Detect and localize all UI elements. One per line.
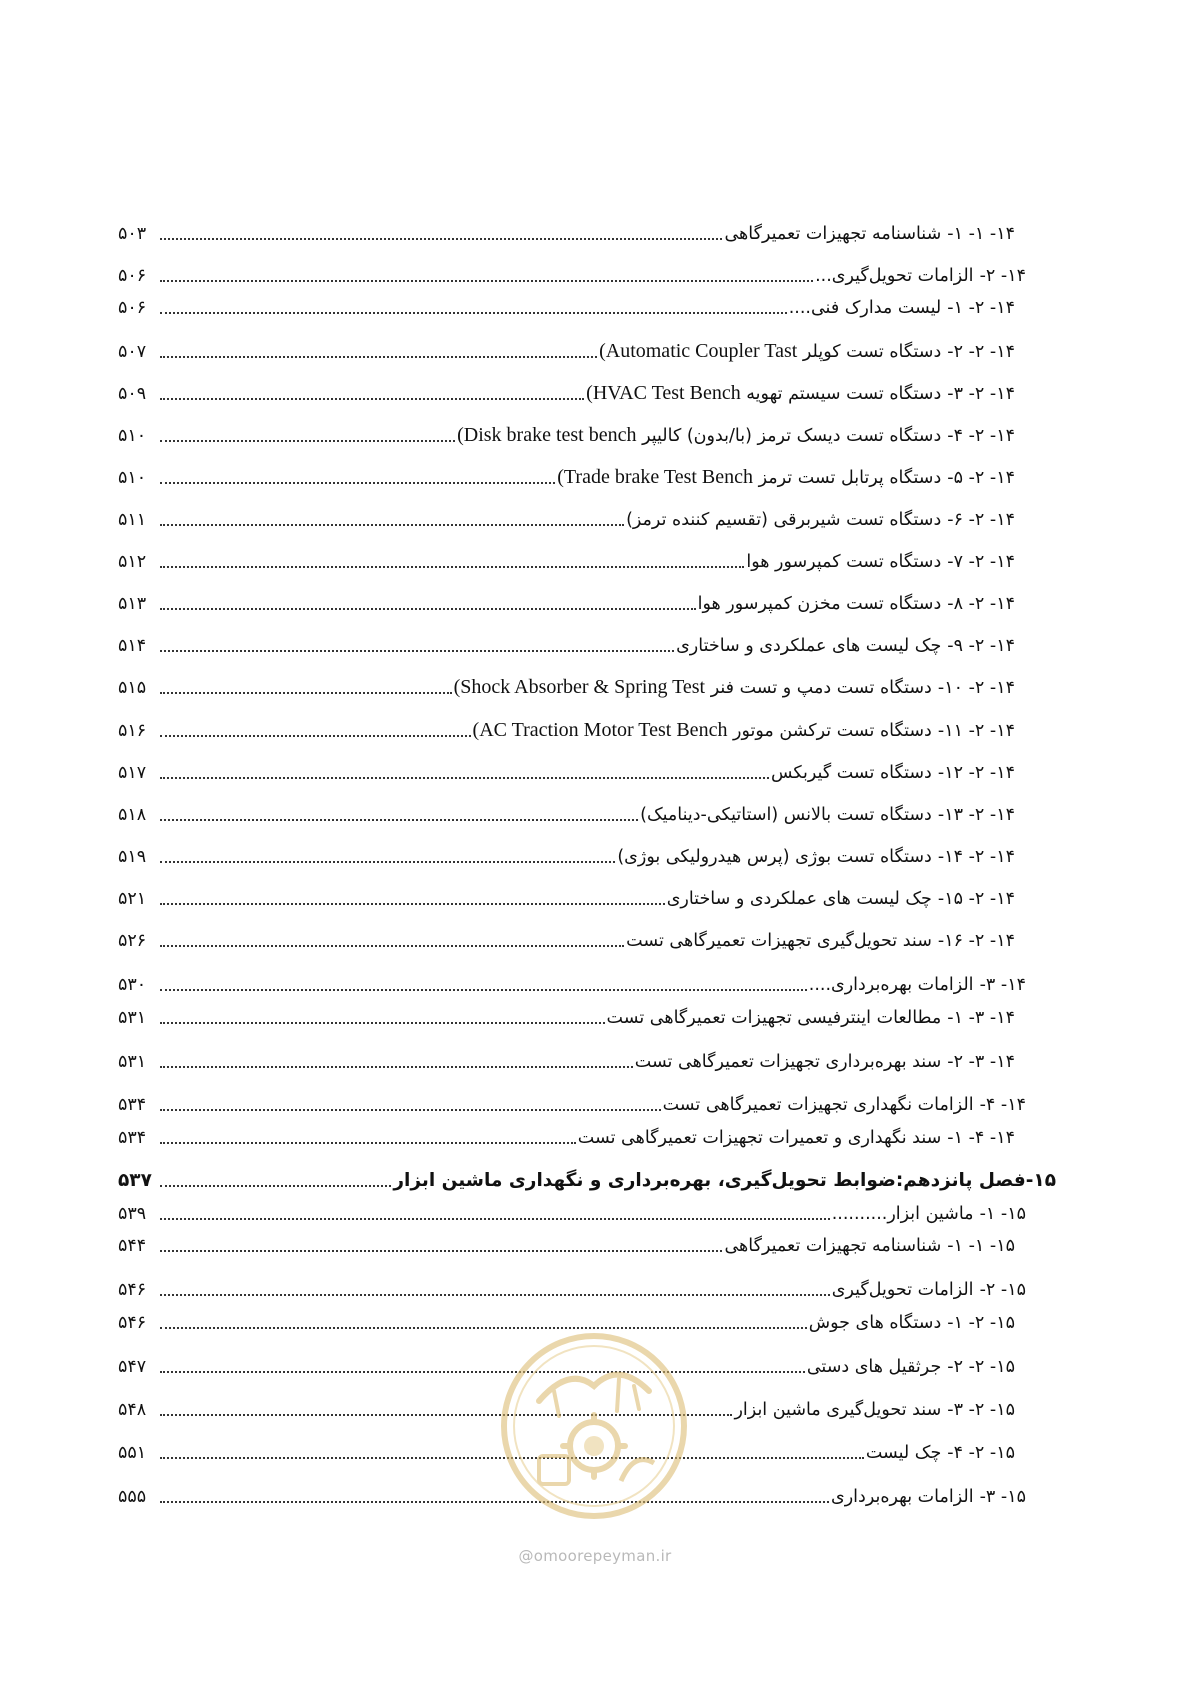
toc-page-number: ۵۱۹ <box>118 847 147 867</box>
toc-entry[interactable] <box>118 334 1015 364</box>
toc-page-number: ۵۳۷ <box>118 1170 152 1191</box>
dot-leader <box>160 989 807 991</box>
toc-chapter-entry[interactable] <box>118 1163 1056 1193</box>
toc-entry-text: لیست مدارک فنی.... <box>788 298 942 318</box>
toc-entry-number: ۱۴- ۱- ۱- <box>947 224 1015 244</box>
dot-leader <box>160 1250 722 1252</box>
toc-entry-latin-text: (Disk brake test bench <box>457 424 637 446</box>
toc-entry-title <box>734 1398 1015 1422</box>
toc-page-number: ۵۰۳ <box>118 224 147 244</box>
toc-entry-title <box>698 592 1015 616</box>
toc-entry-title <box>809 973 1026 997</box>
toc-entry-text: دستگاه تست کوپلر <box>802 342 942 362</box>
toc-entry-number: ۱۴- ۴- <box>979 1095 1026 1115</box>
toc-entry-title <box>626 929 1015 953</box>
dot-leader <box>160 356 597 358</box>
toc-page-number: ۵۴۶ <box>118 1280 147 1300</box>
toc-entry-number: ۱۴- ۲- ۱۵- <box>937 889 1015 909</box>
toc-entry-title <box>832 1278 1026 1302</box>
toc-entry-title <box>663 1093 1026 1117</box>
toc-entry[interactable] <box>118 1349 1015 1379</box>
toc-entry-text: الزامات نگهداری تجهیزات تعمیرگاهی تست <box>662 1095 974 1115</box>
toc-entry-title <box>599 339 1015 364</box>
toc-entry-title <box>809 1311 1015 1335</box>
toc-entry-title <box>667 887 1015 911</box>
toc-page-number: ۵۰۷ <box>118 342 147 362</box>
toc-entry-number: ۱۴- ۲- ۷- <box>947 552 1015 572</box>
toc-entry[interactable] <box>118 1196 1026 1226</box>
dot-leader <box>160 1371 805 1373</box>
toc-entry-text: سند تحویل‌گیری ماشین ابزار <box>734 1400 942 1420</box>
toc-page-number: ۵۱۸ <box>118 805 147 825</box>
toc-entry-number: ۱۴- ۲- ۹- <box>947 636 1015 656</box>
toc-entry-title <box>607 1006 1015 1030</box>
toc-entry-latin-text: (Trade brake Test Bench <box>557 466 754 488</box>
dot-leader <box>160 280 813 282</box>
toc-entry-title <box>746 550 1015 574</box>
dot-leader <box>160 566 744 568</box>
toc-entry-text: دستگاه تست مخزن کمپرسور هوا <box>697 594 942 614</box>
toc-entry-text: دستگاه تست دمپ و تست فنر <box>710 678 932 698</box>
toc-entry[interactable] <box>118 967 1026 997</box>
toc-entry[interactable] <box>118 418 1015 448</box>
dot-leader <box>160 312 787 314</box>
toc-entry-number: ۱۴- ۴- ۱- <box>947 1128 1015 1148</box>
dot-leader <box>160 777 769 779</box>
toc-entry-text: دستگاه تست دیسک ترمز (با/بدون) کالیپر <box>642 426 942 446</box>
toc-page-number: ۵۴۷ <box>118 1357 147 1377</box>
toc-entry-text: دستگاه تست کمپرسور هوا <box>746 552 942 572</box>
toc-entry-number: ۱۴- ۳- ۲- <box>947 1052 1015 1072</box>
toc-entry-title <box>457 423 1015 448</box>
toc-entry-number: ۱۵- ۱- ۱- <box>947 1236 1015 1256</box>
toc-entry-number: ۱۴- ۲- ۶- <box>947 510 1015 530</box>
toc-entry[interactable] <box>118 216 1015 246</box>
toc-page-number: ۵۱۳ <box>118 594 147 614</box>
toc-entry-text: سند نگهداری و تعمیرات تجهیزات تعمیرگاهی تست <box>577 1128 942 1148</box>
toc-page-number: ۵۴۶ <box>118 1313 147 1333</box>
toc-entry-text: شناسنامه تجهیزات تعمیرگاهی <box>724 1236 942 1256</box>
dot-leader <box>160 608 696 610</box>
toc-entry[interactable] <box>118 839 1015 869</box>
toc-entry-number: ۱۵- ۲- ۱- <box>947 1313 1015 1333</box>
toc-entry-text: دستگاه تست سیستم تهویه <box>746 384 942 404</box>
toc-entry[interactable] <box>118 258 1026 288</box>
toc-entry[interactable] <box>118 881 1015 911</box>
dot-leader <box>160 1457 864 1459</box>
toc-entry-title <box>557 465 1015 490</box>
toc-entry-text: دستگاه تست شیربرقی (تقسیم کننده ترمز) <box>626 510 942 530</box>
toc-page-number: ۵۳۴ <box>118 1128 147 1148</box>
toc-entry-title <box>473 718 1015 743</box>
dot-leader <box>160 1066 633 1068</box>
toc-entry-number: ۱۵- <box>1025 1170 1056 1191</box>
toc-page-number: ۵۳۴ <box>118 1095 147 1115</box>
toc-entry-title <box>393 1169 1056 1193</box>
toc-entry[interactable] <box>118 1479 1026 1509</box>
toc-entry-number: ۱۵- ۳- <box>979 1487 1026 1507</box>
dot-leader <box>160 692 452 694</box>
toc-entry-title <box>635 1050 1015 1074</box>
toc-page-number: ۵۱۲ <box>118 552 147 572</box>
dot-leader <box>160 945 624 947</box>
toc-entry-text: الزامات تحویل‌گیری... <box>815 266 974 286</box>
toc-entry-title <box>789 296 1015 320</box>
toc-entry[interactable] <box>118 1120 1015 1150</box>
toc-page-number: ۵۲۱ <box>118 889 147 909</box>
toc-page-number: ۵۳۱ <box>118 1052 147 1072</box>
dot-leader <box>160 1022 605 1024</box>
dot-leader <box>160 819 638 821</box>
toc-entry-text: فصل پانزدهم:ضوابط تحویل‌گیری، بهره‌برداری و نگهداری ماشین ابزار <box>393 1170 1026 1191</box>
dot-leader <box>160 238 722 240</box>
toc-entry-text: جرثقیل های دستی <box>806 1357 942 1377</box>
toc-entry-text: چک لیست های عملکردی و ساختاری <box>676 636 942 656</box>
dot-leader <box>160 1414 732 1416</box>
toc-entry-number: ۱۴- ۲- ۲- <box>947 342 1015 362</box>
dot-leader <box>160 1327 807 1329</box>
toc-entry-number: ۱۴- ۲- ۱۳- <box>937 805 1015 825</box>
toc-entry-number: ۱۴- ۲- ۸- <box>947 594 1015 614</box>
toc-entry-title <box>724 222 1015 246</box>
toc-entry[interactable] <box>118 586 1015 616</box>
toc-entry-text: دستگاه های جوش <box>808 1313 942 1333</box>
toc-entry-text: شناسنامه تجهیزات تعمیرگاهی <box>724 224 942 244</box>
dot-leader <box>160 1142 576 1144</box>
toc-entry-number: ۱۵- ۱- <box>979 1204 1026 1224</box>
toc-entry-text: چک لیست های عملکردی و ساختاری <box>666 889 932 909</box>
toc-entry[interactable] <box>118 460 1015 490</box>
toc-entry-number: ۱۴- ۲- <box>979 266 1026 286</box>
toc-page-number: ۵۲۶ <box>118 931 147 951</box>
toc-page-number: ۵۰۹ <box>118 384 147 404</box>
toc-entry-text: دستگاه پرتابل تست ترمز <box>758 468 942 488</box>
toc-entry[interactable] <box>118 670 1015 700</box>
toc-entry[interactable] <box>118 755 1015 785</box>
toc-entry-number: ۱۵- ۲- <box>979 1280 1026 1300</box>
toc-page-number: ۵۵۱ <box>118 1443 147 1463</box>
toc-entry-title <box>831 1485 1026 1509</box>
toc-entry-title <box>807 1355 1015 1379</box>
dot-leader <box>160 398 584 400</box>
dot-leader <box>160 1501 829 1503</box>
toc-entry[interactable] <box>118 544 1015 574</box>
toc-entry-latin-text: (HVAC Test Bench <box>586 382 741 404</box>
toc-entry-number: ۱۴- ۲- ۱۶- <box>937 931 1015 951</box>
toc-entry[interactable] <box>118 1435 1015 1465</box>
toc-entry[interactable] <box>118 290 1015 320</box>
dot-leader <box>160 735 471 737</box>
toc-entry-number: ۱۴- ۲- ۱۴- <box>937 847 1015 867</box>
toc-entry[interactable] <box>118 1272 1026 1302</box>
toc-entry-text: الزامات تحویل‌گیری <box>831 1280 974 1300</box>
toc-entry-number: ۱۴- ۳- ۱- <box>947 1008 1015 1028</box>
toc-entry-title <box>626 508 1015 532</box>
toc-entry-number: ۱۴- ۲- ۴- <box>947 426 1015 446</box>
dot-leader <box>160 524 624 526</box>
toc-entry-latin-text: (Automatic Coupler Tast <box>599 340 798 362</box>
dot-leader <box>160 903 665 905</box>
dot-leader <box>160 861 615 863</box>
toc-entry-text: دستگاه تست گیربکس <box>771 763 932 783</box>
toc-page-number: ۵۳۰ <box>118 975 147 995</box>
toc-entry-title <box>640 803 1015 827</box>
toc-entry-text: سند تحویل‌گیری تجهیزات تعمیرگاهی تست <box>626 931 932 951</box>
toc-entry-text: مطالعات اینترفیسی تجهیزات تعمیرگاهی تست <box>606 1008 942 1028</box>
toc-entry-text: دستگاه تست ترکشن موتور <box>733 721 932 741</box>
toc-entry-number: ۱۴- ۲- ۱۲- <box>937 763 1015 783</box>
toc-page-number: ۵۱۶ <box>118 721 147 741</box>
toc-entry-title <box>586 381 1015 406</box>
toc-entry-text: سند بهره‌برداری تجهیزات تعمیرگاهی تست <box>634 1052 942 1072</box>
toc-entry[interactable] <box>118 1000 1015 1030</box>
toc-entry-number: ۱۵- ۲- ۲- <box>947 1357 1015 1377</box>
toc-page-number: ۵۱۵ <box>118 678 147 698</box>
toc-entry[interactable] <box>118 923 1015 953</box>
toc-page-number: ۵۱۰ <box>118 426 147 446</box>
toc-entry[interactable] <box>118 1305 1015 1335</box>
toc-page-number: ۵۰۶ <box>118 298 147 318</box>
toc-entry[interactable] <box>118 1044 1015 1074</box>
toc-page-number: ۵۳۹ <box>118 1204 147 1224</box>
toc-entry-title <box>771 761 1015 785</box>
toc-entry-title <box>832 1202 1026 1226</box>
toc-entry-title <box>578 1126 1015 1150</box>
toc-entry-number: ۱۴- ۲- ۵- <box>947 468 1015 488</box>
toc-entry-text: الزامات بهره‌برداری <box>831 1487 974 1507</box>
toc-page-number: ۵۵۵ <box>118 1487 147 1507</box>
toc-page-number: ۵۰۶ <box>118 266 147 286</box>
toc-entry-latin-text: (AC Traction Motor Test Bench <box>472 719 728 741</box>
toc-entry-title <box>866 1441 1015 1465</box>
toc-page-number: ۵۴۴ <box>118 1236 147 1256</box>
toc-entry-text: چک لیست <box>865 1443 942 1463</box>
toc-entry[interactable] <box>118 502 1015 532</box>
dot-leader <box>160 650 674 652</box>
toc-entry[interactable] <box>118 797 1015 827</box>
dot-leader <box>160 440 455 442</box>
dot-leader <box>160 1109 661 1111</box>
toc-page-number: ۵۳۱ <box>118 1008 147 1028</box>
toc-entry-title <box>724 1234 1015 1258</box>
toc-entry-number: ۱۵- ۲- ۳- <box>947 1400 1015 1420</box>
toc-page-number: ۵۱۷ <box>118 763 147 783</box>
toc-entry-number: ۱۴- ۲- ۳- <box>947 384 1015 404</box>
toc-entry-title <box>676 634 1015 658</box>
dot-leader <box>160 482 555 484</box>
watermark-url: @omoorepeyman.ir <box>518 1547 672 1565</box>
toc-entry[interactable] <box>118 628 1015 658</box>
toc-entry-number: ۱۴- ۲- ۱۱- <box>937 721 1015 741</box>
toc-entry[interactable] <box>118 1392 1015 1422</box>
toc-entry[interactable] <box>118 1087 1026 1117</box>
toc-page-number: ۵۴۸ <box>118 1400 147 1420</box>
toc-entry[interactable] <box>118 1228 1015 1258</box>
toc-entry-text: دستگاه تست بوژی (پرس هیدرولیکی بوژی) <box>617 847 932 867</box>
toc-entry[interactable] <box>118 713 1015 743</box>
toc-page-number: ۵۱۰ <box>118 468 147 488</box>
toc-entry-number: ۱۴- ۲- ۱۰- <box>937 678 1015 698</box>
toc-entry-number: ۱۴- ۳- <box>979 975 1026 995</box>
toc-entry-number: ۱۴- ۲- ۱- <box>947 298 1015 318</box>
toc-entry-latin-text: (Shock Absorber & Spring Test <box>453 676 706 698</box>
dot-leader <box>160 1185 391 1187</box>
dot-leader <box>160 1294 830 1296</box>
toc-entry[interactable] <box>118 376 1015 406</box>
toc-entry-text: دستگاه تست بالانس (استاتیکی-دینامیک) <box>640 805 932 825</box>
toc-entry-text: ماشین ابزار.......... <box>831 1204 974 1224</box>
toc-page-number: ۵۱۱ <box>118 510 147 530</box>
toc-page-number: ۵۱۴ <box>118 636 147 656</box>
toc-entry-text: الزامات بهره‌برداری.... <box>808 975 974 995</box>
toc-entry-title <box>617 845 1015 869</box>
toc-entry-number: ۱۵- ۲- ۴- <box>947 1443 1015 1463</box>
toc-entry-title <box>454 675 1015 700</box>
dot-leader <box>160 1218 830 1220</box>
toc-entry-title <box>815 264 1026 288</box>
